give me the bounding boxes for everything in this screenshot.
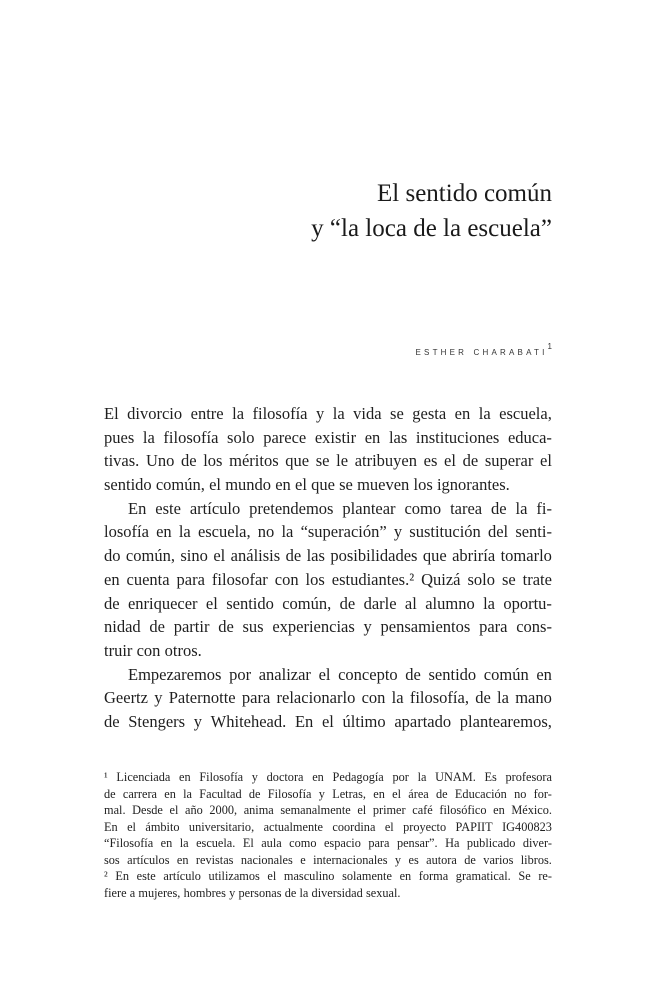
body-line: nidad de partir de sus experiencias y pensamientos para cons- bbox=[104, 617, 552, 637]
body-line: Empezaremos por analizar el concepto de sentido común en bbox=[128, 664, 552, 684]
body-line: truir con otros. bbox=[104, 640, 202, 660]
footnote-line: fiere a mujeres, hombres y personas de la diversidad sexual. bbox=[104, 885, 401, 900]
body-line: sentido común, el mundo en el que se mueven los ignorantes. bbox=[104, 475, 510, 495]
body-line: pues la filosofía solo parece existir en las instituciones educa- bbox=[104, 427, 552, 447]
body-text bbox=[104, 402, 552, 734]
body-line: de enriquecer el sentido común, de darle al alumno la oportu- bbox=[104, 593, 552, 613]
body-line: de Stengers y Whitehead. En el último apartado plantearemos, bbox=[104, 711, 552, 731]
body-line: losofía en la escuela, no la “superación” y sustitución del senti- bbox=[104, 522, 552, 542]
chapter-title bbox=[311, 176, 552, 246]
footnote-line: mal. Desde el año 2000, anima semanalmente el primer café filosófico en México. bbox=[104, 803, 552, 817]
footnotes bbox=[104, 769, 552, 901]
body-line: Geertz y Paternotte para relacionarlo con la filosofía, de la mano bbox=[104, 688, 552, 708]
body-line: En este artículo pretendemos plantear como tarea de la fi- bbox=[128, 498, 552, 518]
body-line: El divorcio entre la filosofía y la vida se gesta en la escuela, bbox=[104, 404, 552, 423]
footnote-line: En el ámbito universitario, actualmente coordina el proyecto PAPIIT IG400823 bbox=[104, 819, 552, 834]
author-name: esther charabati bbox=[415, 345, 548, 358]
footnote-line: de carrera en la Facultad de Filosofía y Letras, en el área de Educación no for- bbox=[104, 786, 552, 801]
body-line: tivas. Uno de los méritos que se le atribuyen es el de superar el bbox=[104, 451, 552, 471]
footnote-line: “Filosofía en la escuela. El aula como espacio para pensar”. Ha publicado diver- bbox=[104, 836, 552, 850]
footnote-line: ² En este artículo utilizamos el masculino solamente en forma gramatical. Se re- bbox=[104, 869, 552, 883]
body-line: do común, sino el análisis de las posibilidades que abriría tomarlo bbox=[104, 546, 552, 566]
footnote-line: sos artículos en revistas nacionales e internacionales y es autora de varios libros. bbox=[104, 852, 552, 867]
body-line: en cuenta para filosofar con los estudiantes.² Quizá solo se trate bbox=[104, 569, 552, 589]
author-byline bbox=[416, 343, 553, 358]
footnote-line: ¹ Licenciada en Filosofía y doctora en Pedagogía por la UNAM. Es profesora bbox=[104, 770, 552, 784]
author-footnote-ref: 1 bbox=[547, 342, 552, 351]
chapter-title-line-1: El sentido común bbox=[377, 180, 552, 207]
chapter-title-line-2: y “la loca de la escuela” bbox=[311, 215, 552, 242]
